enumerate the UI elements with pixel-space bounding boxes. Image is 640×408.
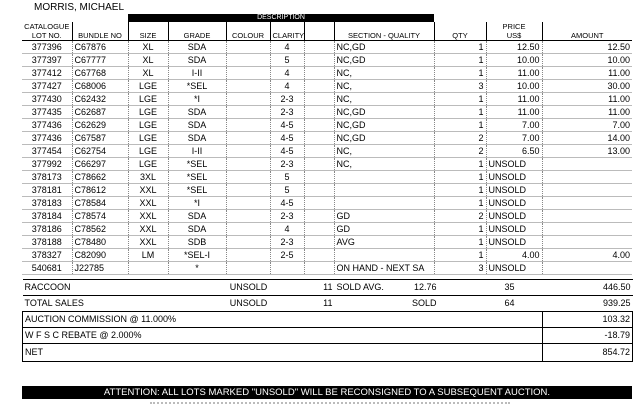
- cell-bundle-number: C78480: [72, 236, 128, 249]
- cell-qty: 2: [434, 132, 486, 145]
- account-statement: [22, 14, 632, 362]
- cell-amount: 30.00: [542, 80, 632, 93]
- header-price-unit: US$: [506, 31, 522, 40]
- cell-size: XL: [128, 41, 168, 54]
- cell-price: UNSOLD: [486, 223, 542, 236]
- cell-amount: [542, 223, 632, 236]
- cell-bundle-number: C67587: [72, 132, 128, 145]
- cell-lot-number: 377454: [22, 145, 72, 158]
- cell-clarity: 4: [270, 41, 304, 54]
- header-size: SIZE: [128, 22, 168, 41]
- cell-section-quality: NC,: [334, 93, 434, 106]
- total-qty: 64: [479, 296, 517, 312]
- lot-table: [22, 14, 632, 275]
- cell-qty: 1: [434, 158, 486, 171]
- cell-bundle-number: C67876: [72, 41, 128, 54]
- cell-lot-number: 377992: [22, 158, 72, 171]
- cell-spacer: [304, 67, 334, 80]
- cell-amount: [542, 197, 632, 210]
- cell-clarity: 4-5: [270, 197, 304, 210]
- raccoon-sold-avg: 12.76: [379, 280, 439, 296]
- description-banner: DESCRIPTION: [128, 14, 434, 22]
- cell-lot-number: 378173: [22, 171, 72, 184]
- cell-lot-number: 377412: [22, 67, 72, 80]
- cell-grade: I-II: [168, 145, 226, 158]
- cell-qty: 1: [434, 223, 486, 236]
- cell-amount: 10.00: [542, 54, 632, 67]
- cell-lot-number: 377396: [22, 41, 72, 54]
- rebate-amount: -18.79: [543, 328, 633, 344]
- cell-colour: [226, 262, 270, 275]
- cell-grade: SDA: [168, 106, 226, 119]
- cell-spacer: [304, 93, 334, 106]
- cell-qty: 1: [434, 93, 486, 106]
- cell-amount: 14.00: [542, 132, 632, 145]
- cell-amount: 12.50: [542, 41, 632, 54]
- cell-qty: 1: [434, 171, 486, 184]
- attention-notice: ATTENTION: ALL LOTS MARKED "UNSOLD" WILL BE RECONSIGNED TO A SUBSEQUENT AUCTION.: [22, 386, 632, 399]
- cell-price: 11.00: [486, 93, 542, 106]
- cell-colour: [226, 210, 270, 223]
- cell-colour: [226, 145, 270, 158]
- cell-section-quality: [334, 184, 434, 197]
- cell-section-quality: AVG: [334, 236, 434, 249]
- table-row: [22, 54, 632, 67]
- table-row: [22, 184, 632, 197]
- cell-spacer: [304, 158, 334, 171]
- cell-grade: SDB: [168, 236, 226, 249]
- cell-section-quality: NC,: [334, 158, 434, 171]
- cell-colour: [226, 67, 270, 80]
- cell-bundle-number: C78612: [72, 184, 128, 197]
- cell-price: 6.50: [486, 145, 542, 158]
- cell-price: UNSOLD: [486, 171, 542, 184]
- total-sold-label: SOLD: [379, 296, 439, 312]
- cell-colour: [226, 54, 270, 67]
- cell-section-quality: NC,GD: [334, 119, 434, 132]
- cell-clarity: 2-3: [270, 93, 304, 106]
- cell-price: UNSOLD: [486, 197, 542, 210]
- cell-lot-number: 377427: [22, 80, 72, 93]
- total-unsold-label: UNSOLD: [227, 296, 271, 312]
- cell-size: LGE: [128, 132, 168, 145]
- cell-spacer: [304, 145, 334, 158]
- rebate-row: [23, 328, 633, 344]
- cell-qty: 1: [434, 67, 486, 80]
- cell-bundle-number: C67777: [72, 54, 128, 67]
- cell-size: XXL: [128, 223, 168, 236]
- cell-qty: 2: [434, 210, 486, 223]
- cell-price: 12.50: [486, 41, 542, 54]
- cell-colour: [226, 93, 270, 106]
- cell-section-quality: [334, 197, 434, 210]
- cell-price: UNSOLD: [486, 236, 542, 249]
- cell-price: UNSOLD: [486, 262, 542, 275]
- cell-size: XL: [128, 67, 168, 80]
- cell-clarity: 2-3: [270, 210, 304, 223]
- cell-price: UNSOLD: [486, 184, 542, 197]
- cell-size: XL: [128, 54, 168, 67]
- cell-amount: 4.00: [542, 249, 632, 262]
- cell-size: LGE: [128, 106, 168, 119]
- cell-lot-number: 377430: [22, 93, 72, 106]
- cell-qty: 1: [434, 106, 486, 119]
- header-grade: GRADE: [168, 22, 226, 41]
- cell-spacer: [304, 184, 334, 197]
- cell-clarity: 2-5: [270, 249, 304, 262]
- cell-price: 10.00: [486, 54, 542, 67]
- cell-price: 11.00: [486, 67, 542, 80]
- table-row: [22, 106, 632, 119]
- cell-qty: 2: [434, 145, 486, 158]
- cell-size: LM: [128, 249, 168, 262]
- cell-grade: SDA: [168, 210, 226, 223]
- cell-section-quality: NC,: [334, 145, 434, 158]
- cell-colour: [226, 236, 270, 249]
- cell-lot-number: 378184: [22, 210, 72, 223]
- cell-bundle-number: C62432: [72, 93, 128, 106]
- cell-bundle-number: J22785: [72, 262, 128, 275]
- cell-lot-number: 378181: [22, 184, 72, 197]
- cell-amount: [542, 236, 632, 249]
- cell-lot-number: 378183: [22, 197, 72, 210]
- commission-row: [23, 312, 633, 328]
- header-section-quality: SECTION - QUALITY: [334, 22, 434, 41]
- cell-grade: *: [168, 262, 226, 275]
- cell-colour: [226, 197, 270, 210]
- header-clarity: CLARITY: [270, 22, 304, 41]
- header-amount: AMOUNT: [542, 22, 632, 41]
- cell-spacer: [304, 119, 334, 132]
- table-row: [22, 93, 632, 106]
- cell-grade: SDA: [168, 54, 226, 67]
- cell-clarity: 4: [270, 67, 304, 80]
- cell-grade: I-II: [168, 67, 226, 80]
- net-row: [23, 344, 633, 362]
- cell-colour: [226, 41, 270, 54]
- commission-amount: 103.32: [543, 312, 633, 328]
- cell-clarity: 4: [270, 223, 304, 236]
- cell-grade: SDA: [168, 223, 226, 236]
- total-unsold-count: 11: [271, 296, 335, 312]
- total-amount: 939.25: [543, 296, 633, 312]
- cell-bundle-number: C82090: [72, 249, 128, 262]
- cell-bundle-number: C62687: [72, 106, 128, 119]
- cell-price: 10.00: [486, 80, 542, 93]
- fine-print-divider: [150, 402, 510, 408]
- cell-spacer: [304, 210, 334, 223]
- cell-grade: *SEL-I: [168, 249, 226, 262]
- cell-qty: 1: [434, 54, 486, 67]
- cell-size: LGE: [128, 145, 168, 158]
- summary-table: [22, 279, 633, 362]
- header-price-label: PRICE: [502, 22, 526, 31]
- cell-colour: [226, 249, 270, 262]
- table-row: [22, 197, 632, 210]
- cell-spacer: [304, 54, 334, 67]
- header-colour: COLOUR: [226, 22, 270, 41]
- raccoon-qty: 35: [479, 280, 517, 296]
- raccoon-unsold-count: 11: [271, 280, 335, 296]
- cell-size: LGE: [128, 80, 168, 93]
- header-price: [486, 22, 542, 41]
- cell-price: UNSOLD: [486, 210, 542, 223]
- total-sales-row: [23, 296, 633, 312]
- cell-section-quality: NC,GD: [334, 54, 434, 67]
- cell-lot-number: 378327: [22, 249, 72, 262]
- cell-amount: [542, 158, 632, 171]
- cell-price: 4.00: [486, 249, 542, 262]
- table-row: [22, 119, 632, 132]
- lot-rows: [22, 41, 632, 275]
- cell-spacer: [304, 106, 334, 119]
- cell-clarity: 2-3: [270, 106, 304, 119]
- total-sales-label: TOTAL SALES: [23, 296, 129, 312]
- cell-qty: 1: [434, 197, 486, 210]
- cell-price: UNSOLD: [486, 158, 542, 171]
- cell-lot-number: 377436: [22, 119, 72, 132]
- cell-clarity: 5: [270, 171, 304, 184]
- cell-qty: 3: [434, 262, 486, 275]
- cell-grade: SDA: [168, 41, 226, 54]
- cell-clarity: 2-3: [270, 158, 304, 171]
- table-row: [22, 249, 632, 262]
- cell-spacer: [304, 197, 334, 210]
- cell-qty: 1: [434, 119, 486, 132]
- table-row: [22, 223, 632, 236]
- cell-bundle-number: C67768: [72, 67, 128, 80]
- cell-grade: *I: [168, 93, 226, 106]
- cell-spacer: [304, 80, 334, 93]
- cell-bundle-number: C68006: [72, 80, 128, 93]
- net-amount: 854.72: [543, 344, 633, 362]
- cell-section-quality: NC,: [334, 80, 434, 93]
- cell-lot-number: 377397: [22, 54, 72, 67]
- cell-size: LGE: [128, 119, 168, 132]
- cell-price: 7.00: [486, 132, 542, 145]
- cell-qty: 1: [434, 41, 486, 54]
- cell-amount: 7.00: [542, 119, 632, 132]
- cell-bundle-number: C78584: [72, 197, 128, 210]
- cell-amount: [542, 171, 632, 184]
- cell-size: [128, 262, 168, 275]
- cell-section-quality: NC,: [334, 67, 434, 80]
- cell-spacer: [304, 171, 334, 184]
- header-qty: QTY: [434, 22, 486, 41]
- cell-colour: [226, 119, 270, 132]
- cell-qty: 1: [434, 184, 486, 197]
- cell-colour: [226, 132, 270, 145]
- cell-bundle-number: C62629: [72, 119, 128, 132]
- raccoon-label: RACCOON: [23, 280, 129, 296]
- table-row: [22, 210, 632, 223]
- cell-spacer: [304, 223, 334, 236]
- table-row: [22, 80, 632, 93]
- cell-lot-number: 378186: [22, 223, 72, 236]
- header-bundle: BUNDLE NO: [72, 22, 128, 41]
- cell-amount: 13.00: [542, 145, 632, 158]
- cell-section-quality: GD: [334, 210, 434, 223]
- cell-spacer: [304, 249, 334, 262]
- seller-name: MORRIS, MICHAEL: [34, 2, 125, 13]
- cell-amount: [542, 184, 632, 197]
- cell-clarity: 4: [270, 80, 304, 93]
- cell-grade: *SEL: [168, 158, 226, 171]
- cell-section-quality: ON HAND - NEXT SA: [334, 262, 434, 275]
- cell-bundle-number: C62754: [72, 145, 128, 158]
- cell-grade: *SEL: [168, 184, 226, 197]
- cell-size: XXL: [128, 184, 168, 197]
- cell-clarity: 5: [270, 184, 304, 197]
- cell-bundle-number: C78574: [72, 210, 128, 223]
- cell-clarity: 5: [270, 54, 304, 67]
- cell-section-quality: NC,GD: [334, 106, 434, 119]
- net-label: NET: [23, 344, 543, 362]
- cell-qty: 1: [434, 236, 486, 249]
- cell-bundle-number: C66297: [72, 158, 128, 171]
- table-row: [22, 158, 632, 171]
- cell-section-quality: NC,GD: [334, 41, 434, 54]
- cell-colour: [226, 106, 270, 119]
- cell-lot-number: 540681: [22, 262, 72, 275]
- cell-clarity: 4-5: [270, 119, 304, 132]
- cell-grade: SDA: [168, 132, 226, 145]
- cell-size: XXL: [128, 197, 168, 210]
- cell-section-quality: NC,GD: [334, 132, 434, 145]
- cell-lot-number: 377435: [22, 106, 72, 119]
- cell-qty: 1: [434, 249, 486, 262]
- cell-size: LGE: [128, 158, 168, 171]
- table-row: [22, 171, 632, 184]
- cell-section-quality: [334, 171, 434, 184]
- commission-label: AUCTION COMMISSION @ 11.000%: [23, 312, 543, 328]
- cell-colour: [226, 223, 270, 236]
- table-row: [22, 145, 632, 158]
- cell-grade: SDA: [168, 119, 226, 132]
- raccoon-amount: 446.50: [543, 280, 633, 296]
- rebate-label: W F S C REBATE @ 2.000%: [23, 328, 543, 344]
- cell-lot-number: 378188: [22, 236, 72, 249]
- cell-amount: 11.00: [542, 106, 632, 119]
- raccoon-sold-avg-label: SOLD AVG.: [335, 280, 379, 296]
- cell-price: 7.00: [486, 119, 542, 132]
- cell-price: 11.00: [486, 106, 542, 119]
- cell-colour: [226, 171, 270, 184]
- cell-clarity: 2-3: [270, 236, 304, 249]
- cell-lot-number: 377436: [22, 132, 72, 145]
- cell-section-quality: [334, 249, 434, 262]
- cell-colour: [226, 184, 270, 197]
- table-row: [22, 132, 632, 145]
- cell-section-quality: GD: [334, 223, 434, 236]
- cell-grade: *I: [168, 197, 226, 210]
- table-row: [22, 236, 632, 249]
- table-row: [22, 262, 632, 275]
- cell-size: XXL: [128, 236, 168, 249]
- table-row: [22, 41, 632, 54]
- cell-size: XXL: [128, 210, 168, 223]
- cell-colour: [226, 158, 270, 171]
- cell-amount: [542, 210, 632, 223]
- cell-bundle-number: C78562: [72, 223, 128, 236]
- cell-amount: [542, 262, 632, 275]
- cell-qty: 3: [434, 80, 486, 93]
- cell-bundle-number: C78662: [72, 171, 128, 184]
- cell-clarity: 4-5: [270, 145, 304, 158]
- raccoon-row: [23, 280, 633, 296]
- cell-size: LGE: [128, 93, 168, 106]
- cell-clarity: [270, 262, 304, 275]
- cell-amount: 11.00: [542, 67, 632, 80]
- cell-spacer: [304, 236, 334, 249]
- cell-spacer: [304, 41, 334, 54]
- table-row: [22, 67, 632, 80]
- cell-spacer: [304, 132, 334, 145]
- header-catalogue-lot: CATALOGUE LOT NO.: [22, 22, 72, 41]
- raccoon-unsold-label: UNSOLD: [227, 280, 271, 296]
- cell-colour: [226, 80, 270, 93]
- cell-size: 3XL: [128, 171, 168, 184]
- cell-grade: *SEL: [168, 80, 226, 93]
- cell-spacer: [304, 262, 334, 275]
- cell-amount: 11.00: [542, 93, 632, 106]
- cell-grade: *SEL: [168, 171, 226, 184]
- cell-clarity: 4-5: [270, 132, 304, 145]
